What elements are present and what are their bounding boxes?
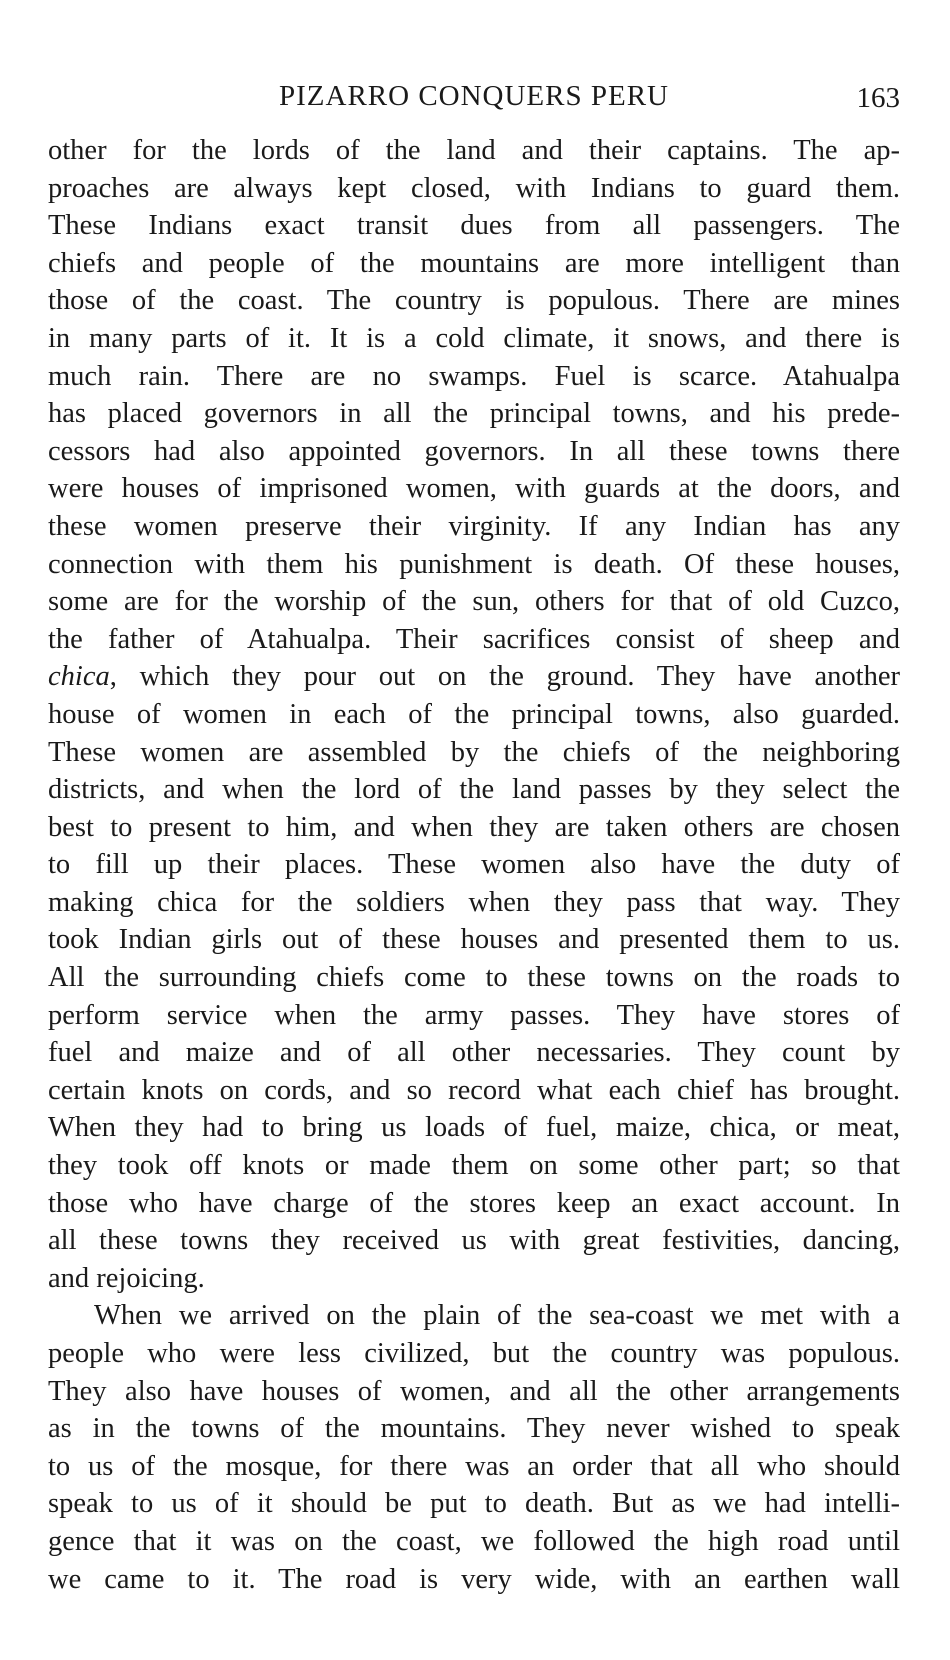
- text-line: house of women in each of the principal towns, also guarded.: [48, 698, 900, 730]
- text-line: These Indians exact transit dues from all passengers. The: [48, 210, 900, 242]
- text-line: connection with them his punishment is death. Of these houses,: [48, 548, 900, 580]
- text-line: people who were less civilized, but the country was populous.: [48, 1338, 900, 1369]
- text-line: to us of the mosque, for there was an order that all who should: [48, 1450, 900, 1482]
- text-line: speak to us of it should be put to death. But as we had intelli-: [48, 1488, 900, 1520]
- text-line: making chica for the soldiers when they pass that way. They: [48, 886, 900, 918]
- text-line: districts, and when the lord of the land passes by they select the: [48, 774, 900, 806]
- text-line: some are for the worship of the sun, others for that of old Cuzco,: [48, 586, 900, 618]
- text-line: they took off knots or made them on some other part; so that: [48, 1150, 900, 1182]
- text-line-with-italic: [48, 658, 900, 696]
- running-title: PIZARRO CONQUERS PERU: [279, 80, 669, 112]
- text-line: cessors had also appointed governors. In all these towns there: [48, 435, 900, 467]
- text-line: gence that it was on the coast, we followed the high road until: [48, 1525, 900, 1557]
- page-header: [48, 76, 900, 116]
- text-line: in many parts of it. It is a cold climate, it snows, and there is: [48, 322, 900, 354]
- text-line: other for the lords of the land and their captains. The ap-: [48, 135, 900, 166]
- page-number: 163: [856, 82, 900, 114]
- text-line: these women preserve their virginity. If any Indian has any: [48, 510, 900, 542]
- body-text: [48, 132, 900, 1598]
- text-line: certain knots on cords, and so record what each chief has brought.: [48, 1074, 900, 1106]
- text-line: were houses of imprisoned women, with guards at the doors, and: [48, 473, 900, 505]
- text-line: as in the towns of the mountains. They never wished to speak: [48, 1413, 900, 1445]
- text-line: and rejoicing.: [48, 1262, 205, 1294]
- text-line-rest: , which they pour out on the ground. They have another: [109, 661, 900, 693]
- text-line: perform service when the army passes. They have stores of: [48, 999, 900, 1031]
- paragraph-1: [48, 132, 900, 1297]
- text-line: those who have charge of the stores keep an exact account. In: [48, 1187, 900, 1219]
- text-line: we came to it. The road is very wide, with an earthen wall: [48, 1563, 900, 1595]
- text-line: chiefs and people of the mountains are more intelligent than: [48, 247, 900, 279]
- text-line: all these towns they received us with great festivities, dancing,: [48, 1225, 900, 1257]
- paragraph-2: [48, 1297, 900, 1598]
- text-line: has placed governors in all the principal towns, and his prede-: [48, 398, 900, 430]
- text-line: much rain. There are no swamps. Fuel is scarce. Atahualpa: [48, 360, 900, 392]
- text-line: to fill up their places. These women also have the duty of: [48, 849, 900, 881]
- text-line: those of the coast. The country is populous. There are mines: [48, 285, 900, 317]
- text-line: the father of Atahualpa. Their sacrifices consist of sheep and: [48, 623, 900, 655]
- text-line: fuel and maize and of all other necessaries. They count by: [48, 1037, 900, 1069]
- text-line: best to present to him, and when they are taken others are chosen: [48, 811, 900, 843]
- text-line: All the surrounding chiefs come to these towns on the roads to: [48, 962, 900, 994]
- text-line: took Indian girls out of these houses and presented them to us.: [48, 924, 900, 956]
- text-line: proaches are always kept closed, with Indians to guard them.: [48, 172, 900, 204]
- text-line: These women are assembled by the chiefs of the neighboring: [48, 736, 900, 768]
- text-line: They also have houses of women, and all the other arrangements: [48, 1375, 900, 1407]
- italic-term: chica: [48, 661, 110, 693]
- text-line: When they had to bring us loads of fuel, maize, chica, or meat,: [48, 1112, 900, 1144]
- text-line: When we arrived on the plain of the sea-coast we met with a: [94, 1300, 900, 1332]
